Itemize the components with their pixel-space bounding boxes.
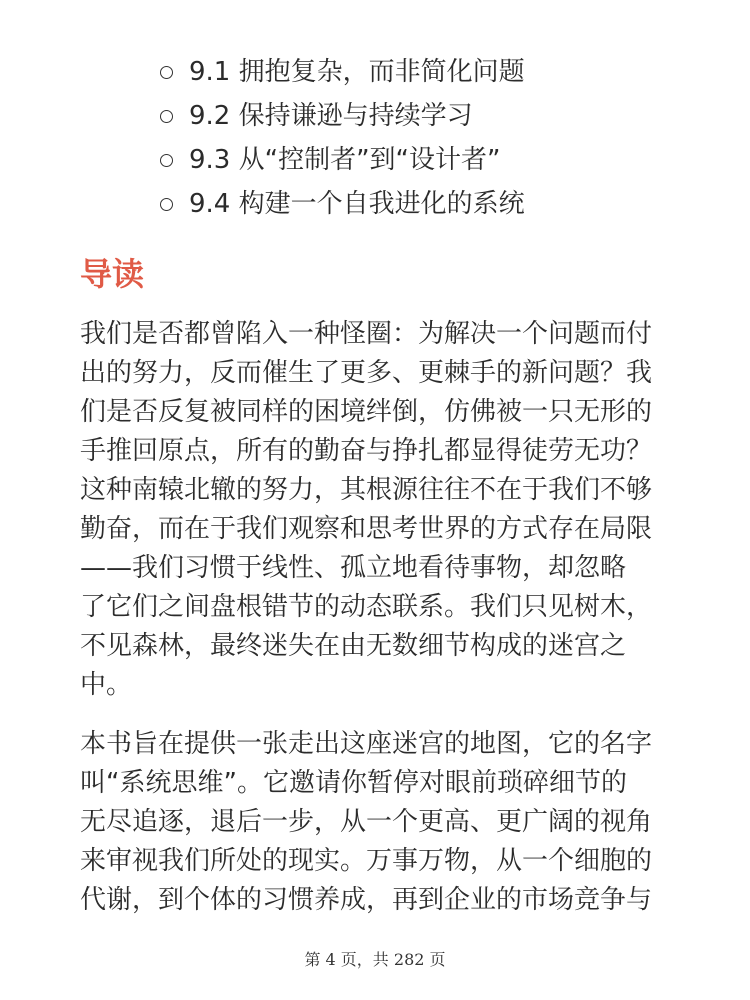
paragraph-line: 来审视我们所处的现实。万事万物，从一个细胞的 <box>80 846 653 876</box>
toc-list <box>160 50 525 226</box>
paragraph-line: 不见森林，最终迷失在由无数细节构成的迷宫之 <box>80 631 627 661</box>
circle-bullet-icon <box>160 66 173 79</box>
toc-item[interactable] <box>160 182 525 226</box>
paragraph-line: ——我们习惯于线性、孤立地看待事物，却忽略 <box>80 553 627 583</box>
body-paragraph <box>80 315 680 705</box>
page-number-footer: 第 4 页，共 282 页 <box>304 950 446 969</box>
paragraph-line: 代谢，到个体的习惯养成，再到企业的市场竞争与 <box>80 885 653 915</box>
paragraph-line: 了它们之间盘根错节的动态联系。我们只见树木， <box>80 592 653 622</box>
circle-bullet-icon <box>160 198 173 211</box>
toc-item-label: 9.3 从“控制者”到“设计者” <box>189 145 501 175</box>
body-paragraph <box>80 725 680 920</box>
toc-item-label: 9.4 构建一个自我进化的系统 <box>189 189 525 219</box>
toc-item-label: 9.1 拥抱复杂，而非简化问题 <box>189 57 525 87</box>
toc-item[interactable] <box>160 94 525 138</box>
toc-item[interactable] <box>160 138 525 182</box>
section-heading: 导读 <box>80 255 145 293</box>
paragraph-line: 出的努力，反而催生了更多、更棘手的新问题？我 <box>80 358 653 388</box>
paragraph-line: 叫“系统思维”。它邀请你暂停对眼前琐碎细节的 <box>80 768 627 798</box>
paragraph-line: 无尽追逐，退后一步，从一个更高、更广阔的视角 <box>80 807 653 837</box>
paragraph-line: 我们是否都曾陷入一种怪圈：为解决一个问题而付 <box>80 319 653 349</box>
paragraph-line: 勤奋，而在于我们观察和思考世界的方式存在局限 <box>80 514 653 544</box>
circle-bullet-icon <box>160 154 173 167</box>
paragraph-line: 手推回原点，所有的勤奋与挣扎都显得徒劳无功？ <box>80 436 653 466</box>
circle-bullet-icon <box>160 110 173 123</box>
toc-item-label: 9.2 保持谦逊与持续学习 <box>189 101 473 131</box>
paragraph-line: 这种南辕北辙的努力，其根源往往不在于我们不够 <box>80 475 653 505</box>
paragraph-line: 中。 <box>80 670 133 700</box>
paragraph-line: 本书旨在提供一张走出这座迷宫的地图，它的名字 <box>80 729 653 759</box>
toc-item[interactable] <box>160 50 525 94</box>
paragraph-line: 们是否反复被同样的困境绊倒，仿佛被一只无形的 <box>80 397 653 427</box>
